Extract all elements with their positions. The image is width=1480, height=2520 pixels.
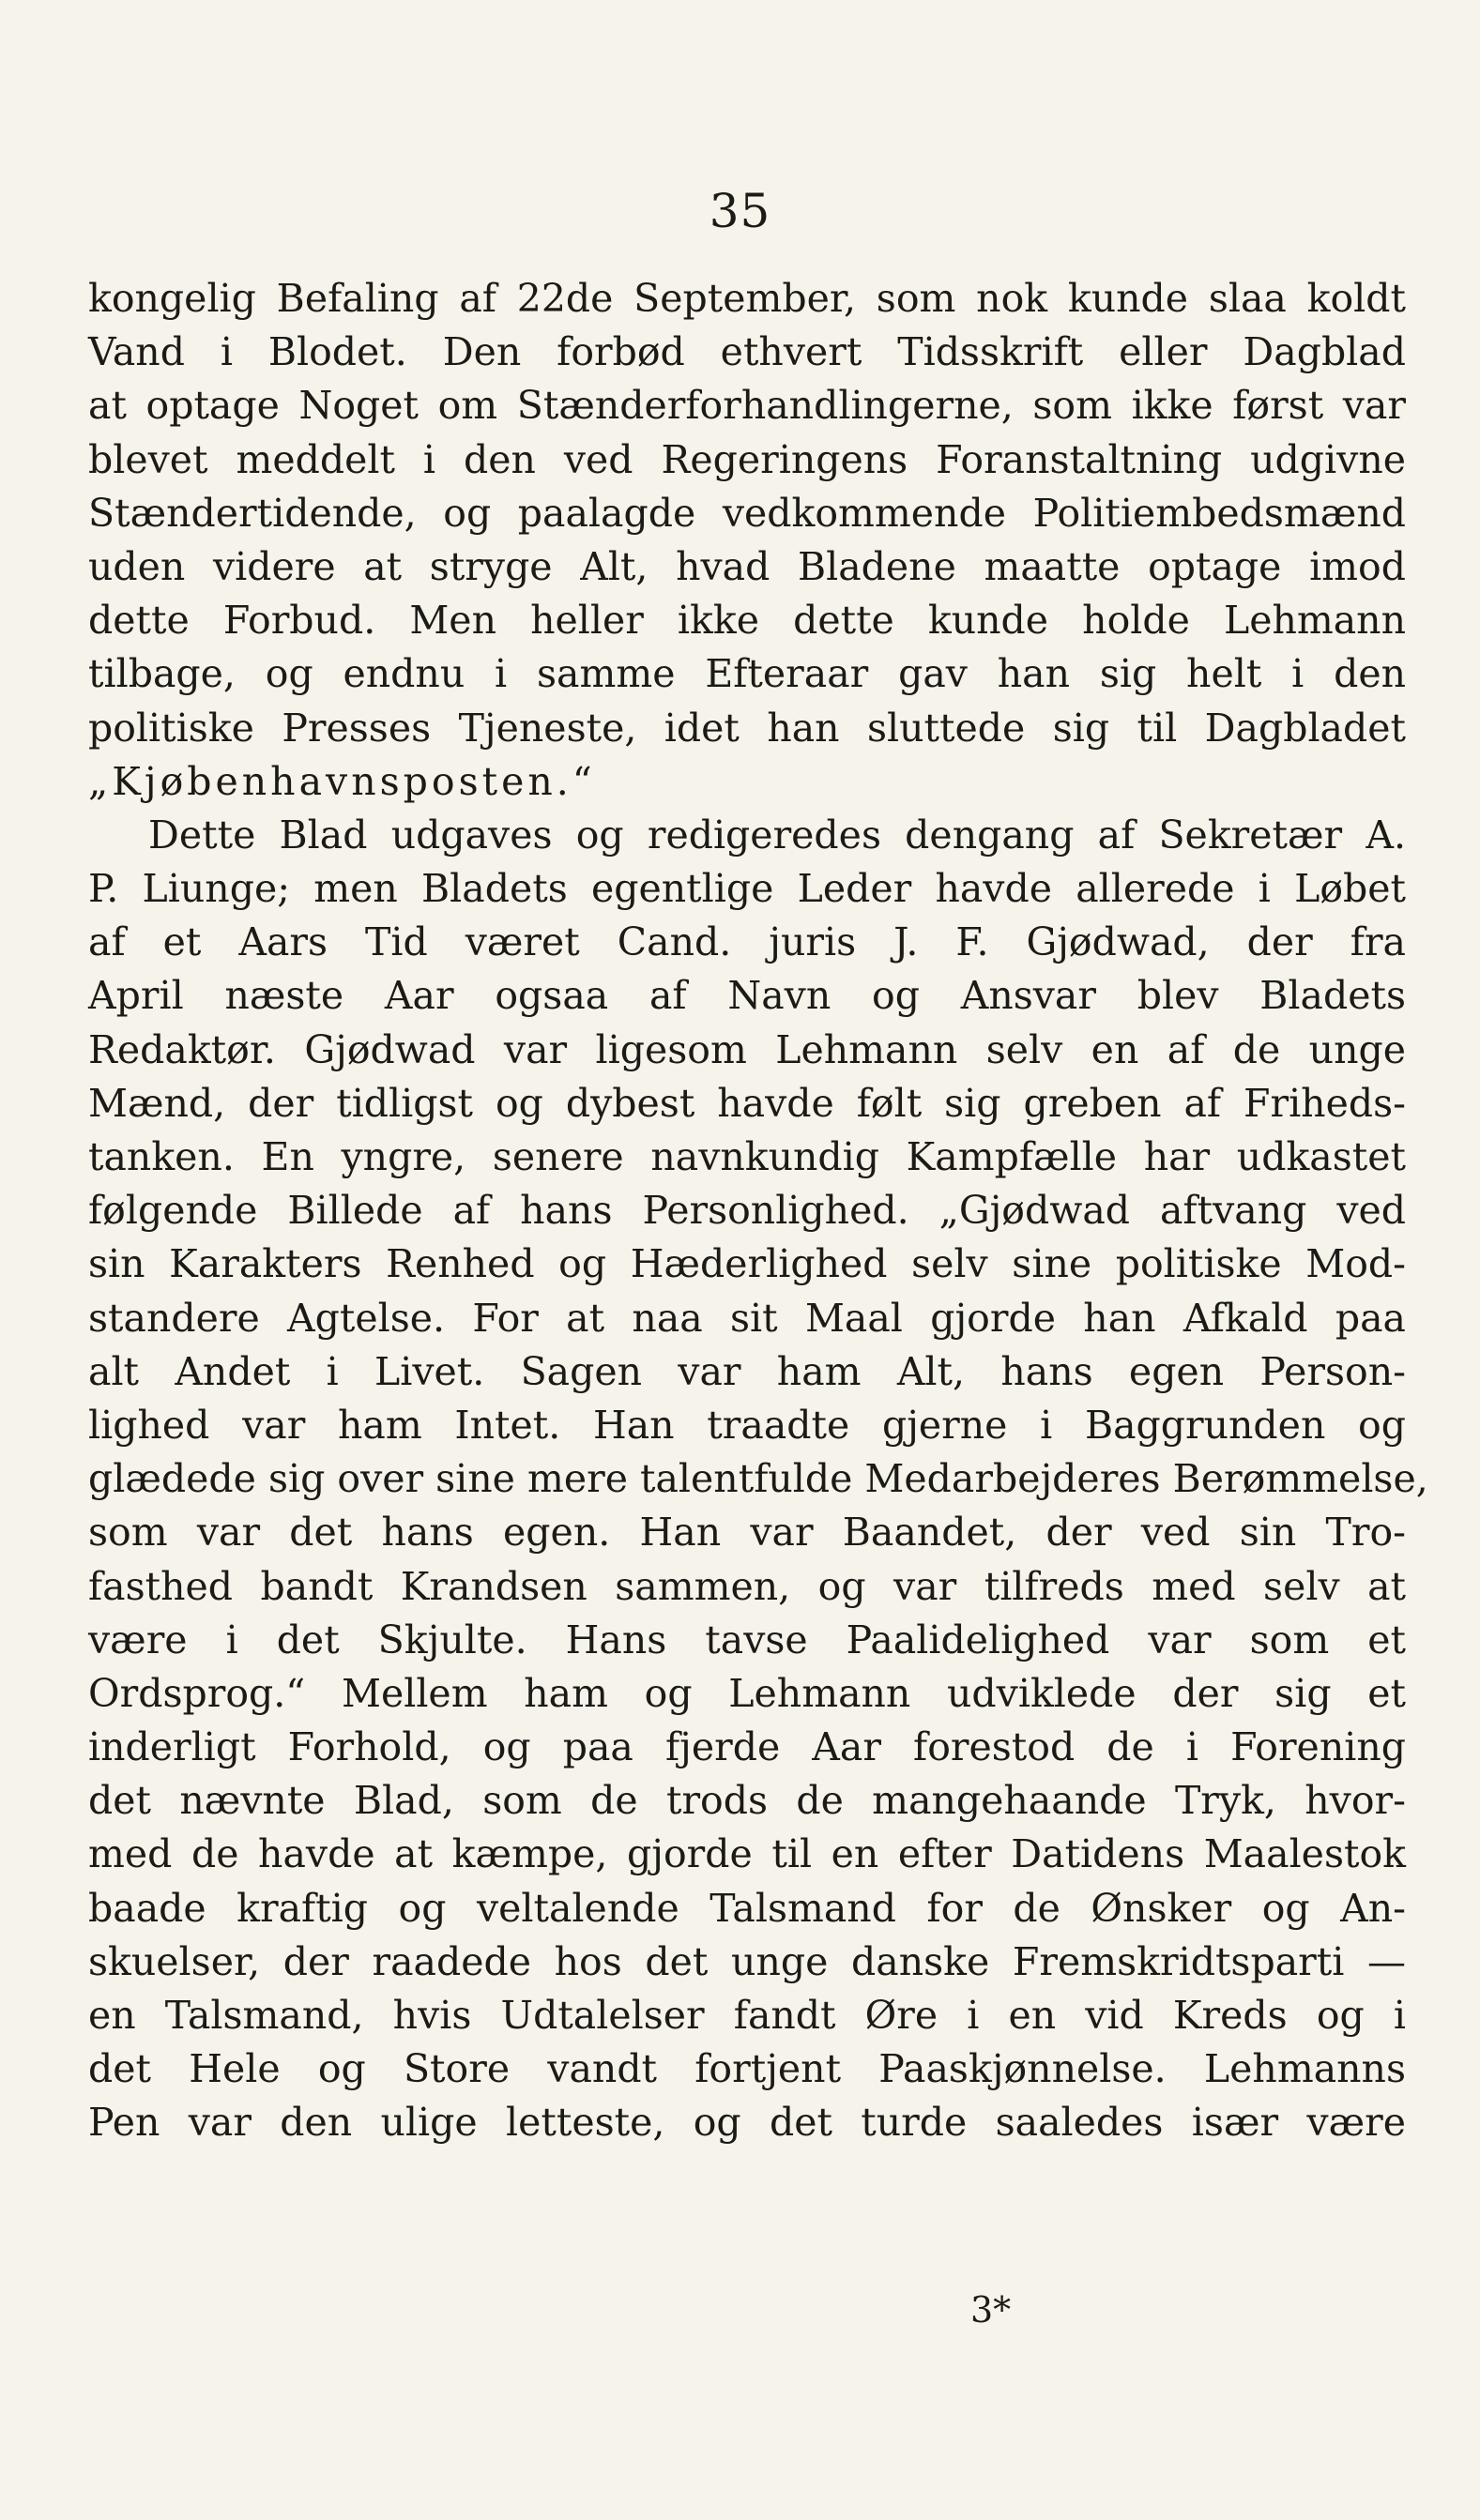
text-line: fasthed bandt Krandsen sammen, og var tilfreds med selv at [88,1563,1406,1609]
text-line: en Talsmand, hvis Udtalelser fandt Øre i en vid Kreds og i [88,1993,1406,2038]
text-line: glædede sig over sine mere talentfulde Medarbejderes Berømmelse, [88,1456,1428,1502]
text-line: skuelser, der raadede hos det unge danske Fremskridtsparti — [88,1938,1406,1984]
text-line: uden videre at strygе Alt, hvad Bladene maatte optage imod [88,543,1406,589]
text-line: Ordsprog.“ Mellem ham og Lehmann udviklede der sig et [88,1670,1406,1716]
text-line: inderligt Forhold, og paa fjerde Aar forestod de i Forening [88,1724,1406,1770]
text-line: med de havde at kæmpe, gjorde til en efter Datidens Maalestok [88,1831,1406,1877]
text-line: Redaktør. Gjødwad var ligesom Lehmann selv en af de unge [88,1026,1406,1072]
text-line: tilbage, og endnu i samme Efteraar gav han sig helt i den [88,651,1406,697]
text-line: blevet meddelt i den ved Regeringens Foranstaltning udgivne [88,436,1406,482]
text-line: sin Karakters Renhed og Hæderlighed selv sine politiske Mod- [88,1241,1406,1287]
body-text [88,272,1428,2150]
text-line: Vand i Blodet. Den forbød ethvert Tidsskrift eller Dagblad [88,329,1406,375]
text-line: det nævnte Blad, som de trods de mangehaande Tryk, hvor- [88,1778,1406,1824]
page-number: 35 [709,184,771,238]
text-line: politiske Presses Tjeneste, idet han sluttede sig til Dagbladet [88,705,1406,751]
text-line: kongelig Befaling af 22de September, som nok kunde slaa koldt [88,276,1406,321]
text-line: Dette Blad udgaves og redigeredes dengang af Sekretær A. [148,812,1406,858]
text-line: „Kjøbenhavnsposten.“ [88,758,596,804]
text-line: Stændertidende, og paalagde vedkommende Politiembedsmænd [88,490,1406,536]
text-line: P. Liunge; men Bladets egentlige Leder havde allerede i Løbet [88,866,1406,912]
text-line: April næste Aar ogsaa af Navn og Ansvar blev Bladets [88,973,1406,1019]
text-line: som var det hans egen. Han var Baandet, der ved sin Tro- [88,1510,1406,1556]
text-line: dette Forbud. Men heller ikke dette kunde holde Lehmann [88,598,1406,644]
text-line: være i det Skjulte. Hans tavse Paalidelighed var som et [88,1617,1406,1662]
text-line: tanken. En yngre, senere navnkundig Kampfælle har udkastet [88,1134,1406,1179]
text-line: Mænd, der tidligst og dybest havde følt sig greben af Frihedѕ- [88,1080,1406,1126]
text-line: følgende Billede af hans Personlighed. „Gjødwad aftvang ved [88,1188,1406,1234]
text-line: lighed var ham Intet. Han traadte gjerne i Baggrunden og [88,1402,1406,1448]
text-line: standere Agtelse. For at naa sit Maal gjorde han Afkald paa [88,1295,1406,1341]
text-line: Pen var den ulige letteste, og det turde saaledes især være [88,2100,1406,2146]
text-line: af et Aars Tid været Cand. juris J. F. Gjødwad, der fra [88,919,1406,965]
text-line: alt Andet i Livet. Sagen var ham Alt, hans egen Person- [88,1348,1406,1394]
text-line: det Hele og Store vandt fortjent Paaskjønnelse. Lehmanns [88,2046,1406,2092]
text-line: baade kraftig og veltalende Talsmand for de Ønsker og An- [88,1885,1406,1931]
signature-mark: 3* [970,2289,1012,2330]
text-line: at optage Noget om Stænderforhandlingerne, som ikke først var [88,383,1406,429]
